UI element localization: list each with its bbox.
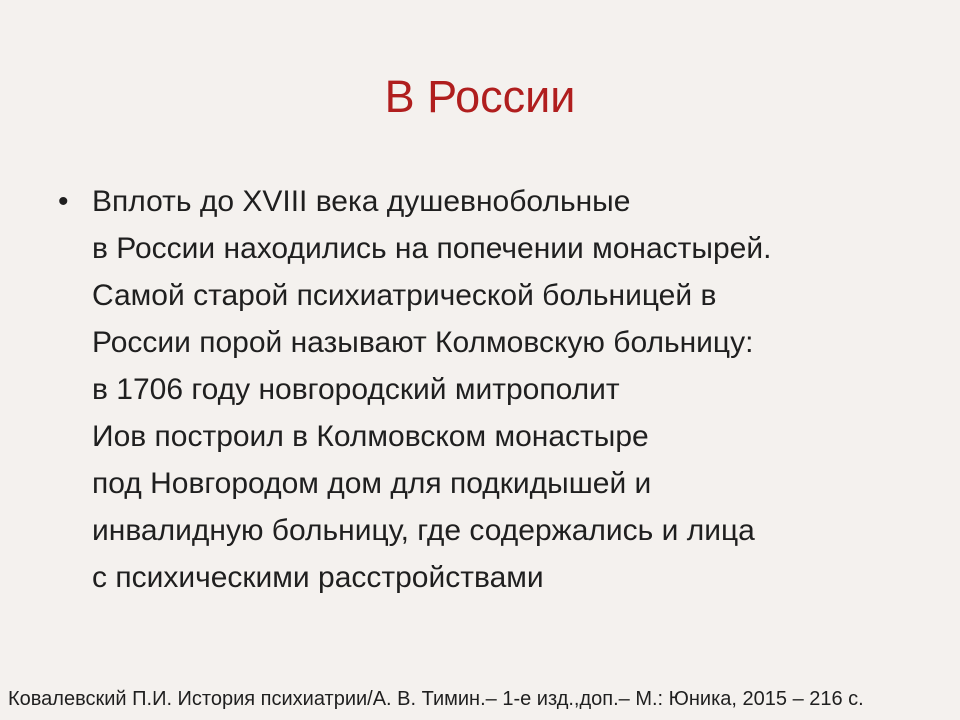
bullet-line: инвалидную больницу, где содержались и лица xyxy=(92,514,755,547)
citation-footnote: Ковалевский П.И. История психиатрии/А. В. Тимин.– 1-е изд.,доп.– М.: Юника, 2015 – 216 с. xyxy=(8,688,864,710)
bullet-line: с психическими расстройствами xyxy=(92,561,544,594)
bullet-line: России порой называют Колмовскую больницу: xyxy=(92,326,754,359)
bullet-list xyxy=(56,178,936,601)
bullet-line: Иов построил в Колмовском монастыре xyxy=(92,420,649,453)
bullet-line: в России находились на попечении монастырей. xyxy=(92,232,772,265)
bullet-line: Самой старой психиатрической больницей в xyxy=(92,279,717,312)
slide-title: В России xyxy=(384,71,576,122)
bullet-line: Вплоть до XVIII века душевнобольные xyxy=(92,185,631,218)
bullet-marker: • xyxy=(58,185,69,218)
bullet-item xyxy=(56,178,936,601)
bullet-line: под Новгородом дом для подкидышей и xyxy=(92,467,652,500)
bullet-line: в 1706 году новгородский митрополит xyxy=(92,373,620,406)
